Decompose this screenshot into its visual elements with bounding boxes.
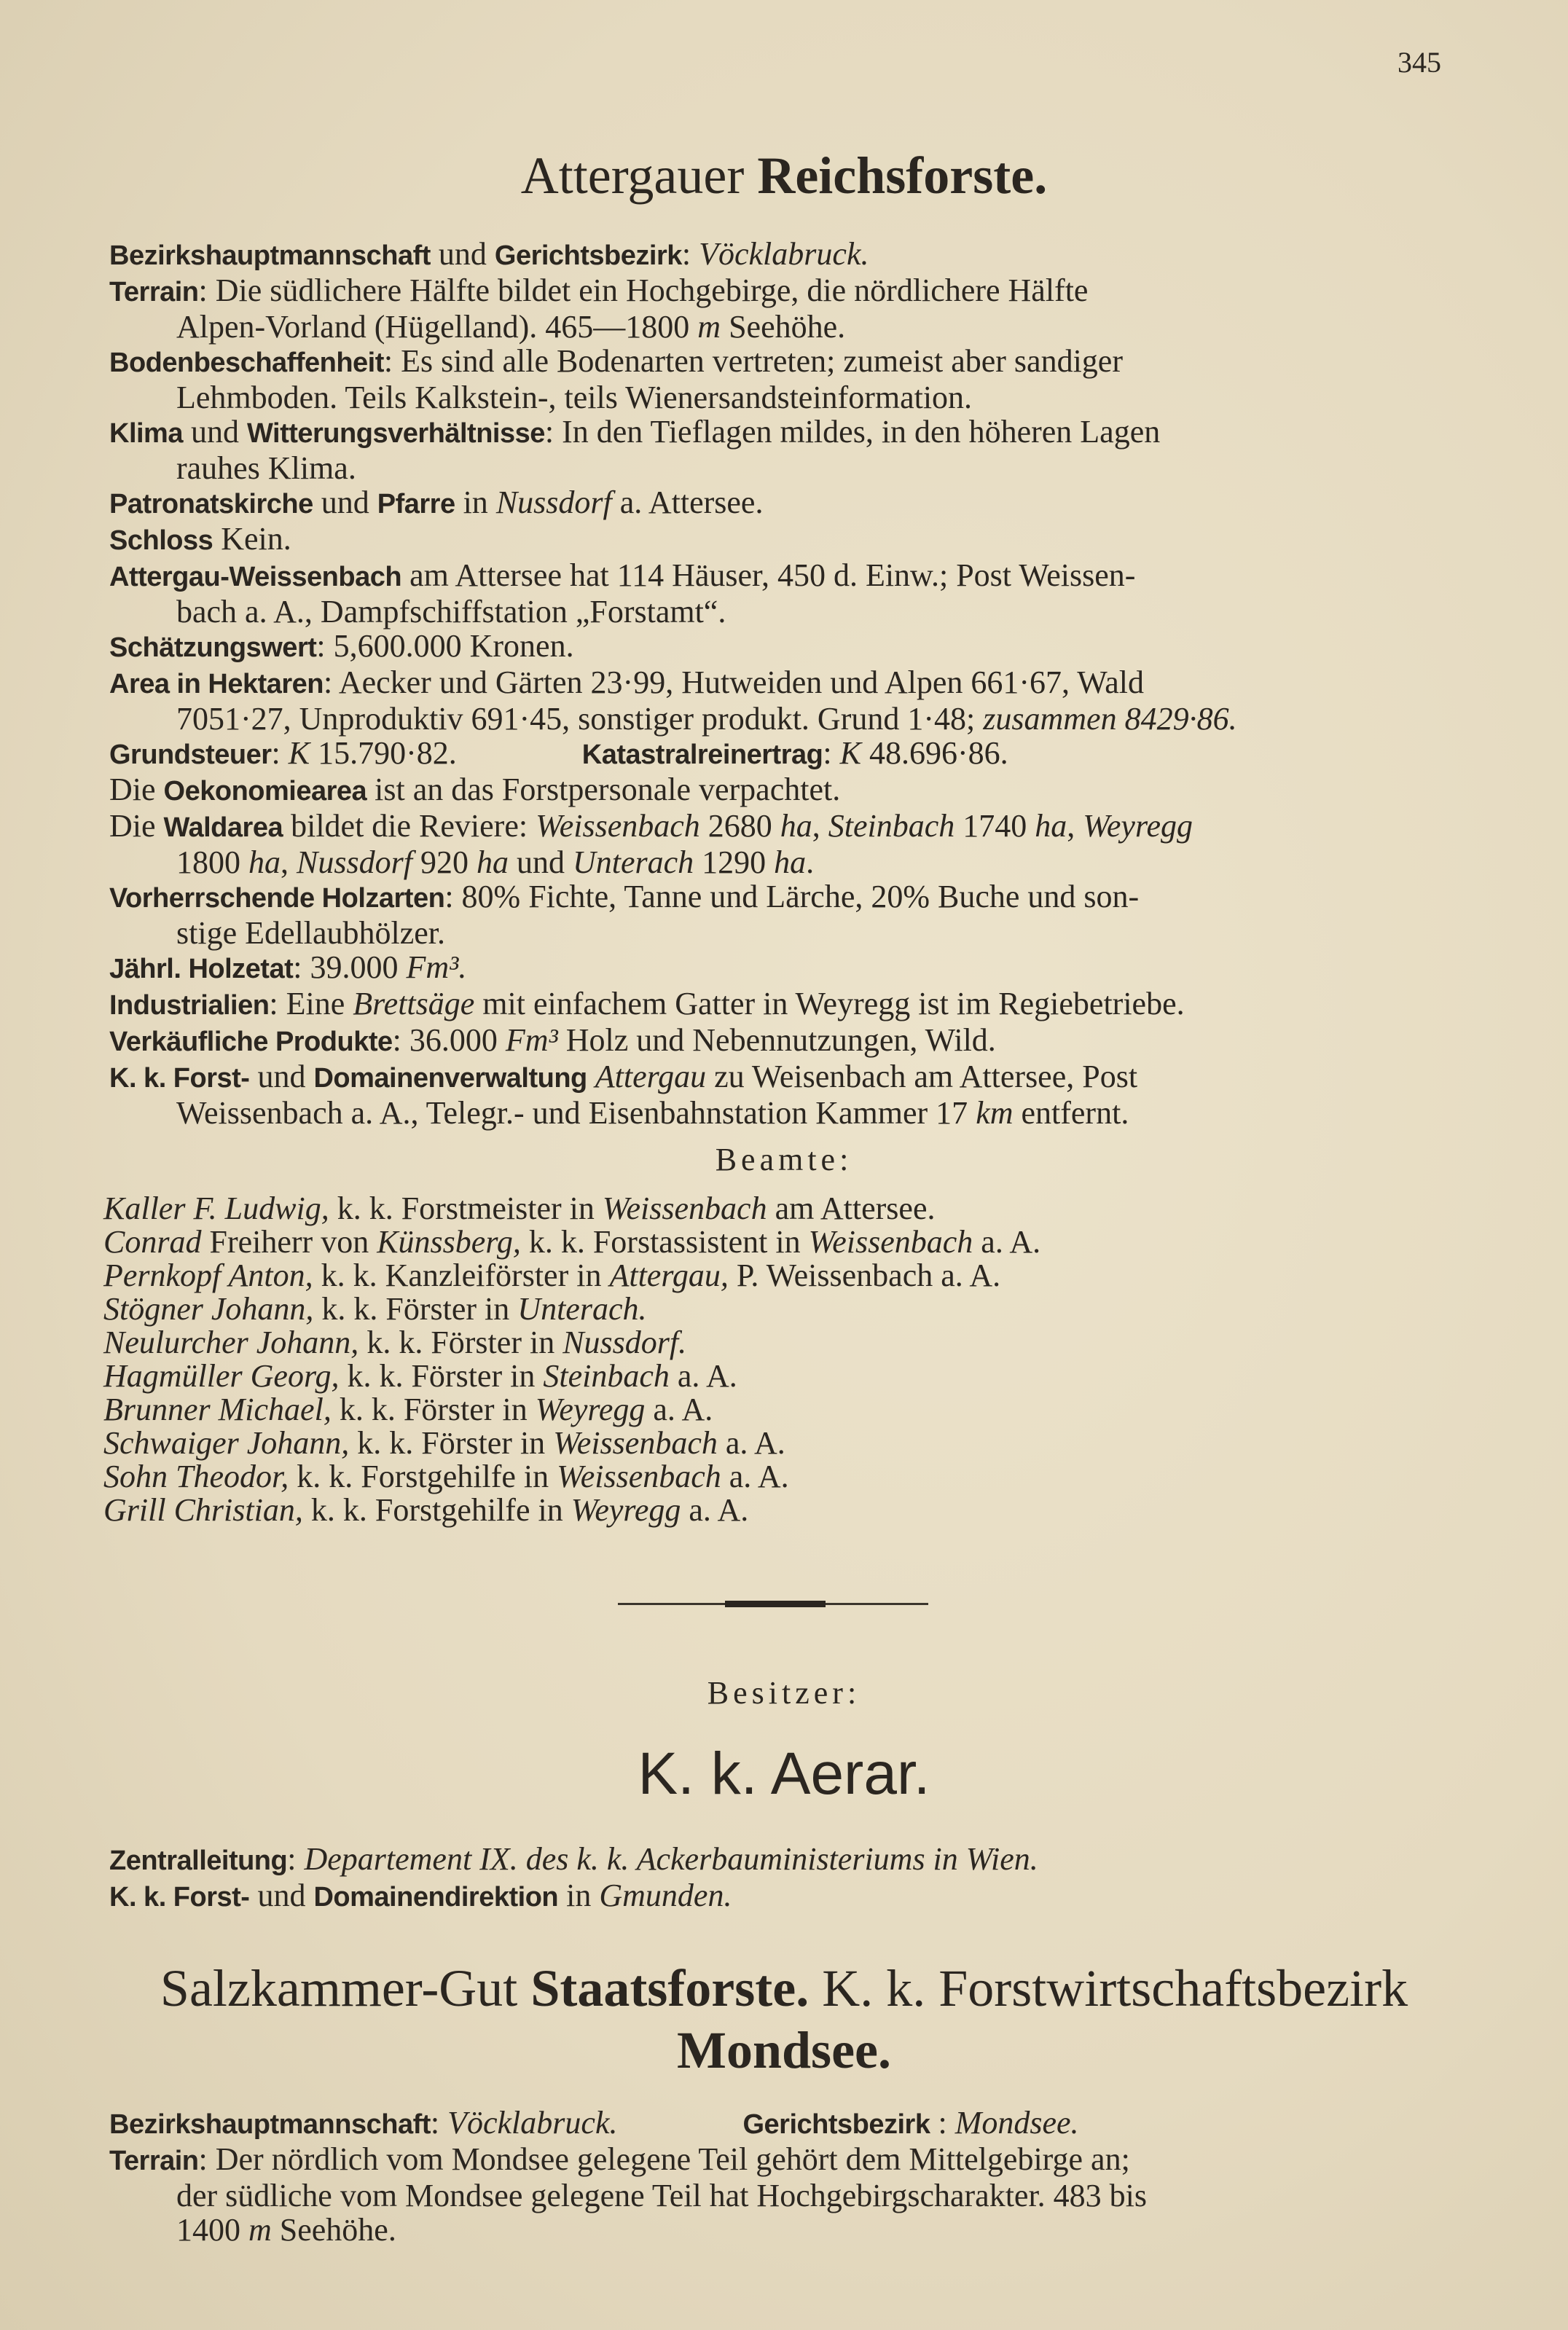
staff-rest: am Attersee. xyxy=(775,1191,936,1226)
page-number: 345 xyxy=(1398,46,1441,79)
staff-name: Stögner Johann, xyxy=(103,1291,314,1327)
staff-place: Weissenbach xyxy=(553,1425,718,1461)
entry-forstverwaltung: K. k. Forst- und Domainenverwaltung Attergau zu Weisenbach am Attersee, Post Weissenbach a. A., Telegr.- und Eisenbahnstation Kammer 17 km entfernt. xyxy=(109,1059,1138,1131)
entry-waldarea: Die Waldarea bildet die Reviere: Weissenbach 2680 ha, Steinbach 1740 ha, Weyregg 1800 ha, Nussdorf 920 ha und Unterach 1290 ha. xyxy=(109,808,1193,880)
staff-row xyxy=(103,1293,1451,1326)
staff-rank: k. k. Forstassistent in xyxy=(528,1224,801,1260)
staff-name2: Künssberg, xyxy=(377,1224,521,1260)
staff-rest: a. A. xyxy=(981,1224,1041,1260)
entry-area: Area in Hektaren: Aecker und Gärten 23·99, Hutweiden und Alpen 661·67, Wald 7051·27, Unproduktiv 691·45, sonstiger produkt. Grund 1·48; zusammen 8429·86. xyxy=(109,664,1237,737)
entry-holzarten: Vorherrschende Holzarten: 80% Fichte, Tanne und Lärche, 20% Buche und son- stige Edellaubhölzer. xyxy=(109,879,1140,951)
staff-name: Conrad xyxy=(103,1224,202,1260)
entry-terrain: Terrain: Die südlichere Hälfte bildet ein Hochgebirge, die nördlichere Hälfte Alpen-Vorland (Hügelland). 465—1800 m Seehöhe. xyxy=(109,272,1089,345)
section-title-salzkammergut: Salzkammer-Gut Staatsforste. K. k. Forstwirtschaftsbezirk xyxy=(160,1959,1408,2017)
staff-name: Kaller F. Ludwig, xyxy=(103,1191,329,1226)
staff-rank: k. k. Forstgehilfe in xyxy=(310,1492,563,1528)
besitzer-heading: Besitzer: xyxy=(707,1675,861,1711)
entry-bezirk: Bezirkshauptmannschaft und Gerichtsbezirk: Vöcklabruck. xyxy=(109,236,869,272)
mondsee-details xyxy=(109,2106,1457,2247)
staff-rest: a. A. xyxy=(653,1392,713,1427)
staff-rest: a. A. xyxy=(689,1492,749,1528)
owner-name: K. k. Aerar. xyxy=(638,1741,930,1807)
staff-rank: k. k. Förster in xyxy=(347,1358,536,1394)
entry-boden: Bodenbeschaffenheit: Es sind alle Bodenarten vertreten; zumeist aber sandiger Lehmboden. Teils Kalkstein-, teils Wienersandsteinformation. xyxy=(109,343,1123,415)
entry-attergau-weissenbach: Attergau-Weissenbach am Attersee hat 114 Häuser, 450 d. Einw.; Post Weissen- bach a. A., Dampfschiffstation „Forstamt“. xyxy=(109,557,1136,629)
staff-place: Steinbach xyxy=(543,1358,670,1394)
entry-produkte: Verkäufliche Produkte: 36.000 Fm³ Holz und Nebennutzungen, Wild. xyxy=(109,1022,996,1058)
staff-name: Neulurcher Johann, xyxy=(103,1325,359,1360)
entry-oekonomiearea: Die Oekonomiearea ist an das Forstpersonale verpachtet. xyxy=(109,772,841,807)
staff-name: Sohn Theodor, xyxy=(103,1459,289,1494)
entry-schloss: Schloss Kein. xyxy=(109,521,291,557)
staff-place: Weissenbach xyxy=(808,1224,973,1260)
staff-name: Brunner Michael, xyxy=(103,1392,332,1427)
staff-rest: a. A. xyxy=(725,1425,785,1461)
staff-name: Hagmüller Georg, xyxy=(103,1358,340,1394)
staff-row xyxy=(103,1460,1451,1494)
section-title-attergau: Attergauer Reichsforste. xyxy=(520,146,1048,205)
staff-name: Grill Christian, xyxy=(103,1492,303,1528)
staff-place: Weyregg xyxy=(535,1392,646,1427)
staff-rank: k. k. Förster in xyxy=(366,1325,555,1360)
staff-rank: k. k. Förster in xyxy=(339,1392,528,1427)
staff-row xyxy=(103,1326,1451,1360)
entry-industrialien: Industrialien: Eine Brettsäge mit einfachem Gatter in Weyregg ist im Regiebetriebe. xyxy=(109,986,1185,1021)
staff-rest: a. A. xyxy=(729,1459,789,1494)
entry-schaetzungswert: Schätzungswert: 5,600.000 Kronen. xyxy=(109,628,574,664)
staff-name: Schwaiger Johann, xyxy=(103,1425,350,1461)
staff-mid: Freiherr von xyxy=(209,1224,369,1260)
divider-rule-center xyxy=(725,1601,826,1607)
entry-zentralleitung: Zentralleitung: Departement IX. des k. k. Ackerbauministeriums in Wien. xyxy=(109,1841,1038,1877)
staff-place: Unterach. xyxy=(517,1291,647,1327)
staff-row xyxy=(103,1494,1451,1527)
staff-row xyxy=(103,1192,1451,1225)
staff-name: Pernkopf Anton, xyxy=(103,1258,313,1293)
beamte-heading: Beamte: xyxy=(715,1142,853,1177)
staff-rank: k. k. Forstgehilfe in xyxy=(297,1459,549,1494)
administration xyxy=(109,1842,1457,1915)
entry-patronat: Patronatskirche und Pfarre in Nussdorf a. Attersee. xyxy=(109,485,764,520)
attergau-details xyxy=(109,237,1457,1130)
staff-place: Weyregg xyxy=(571,1492,681,1528)
staff-place: Nussdorf. xyxy=(562,1325,687,1360)
staff-row xyxy=(103,1393,1451,1427)
staff-row xyxy=(103,1360,1451,1393)
staff-rank: k. k. Kanzleiförster in xyxy=(321,1258,602,1293)
staff-place: Weissenbach xyxy=(557,1459,721,1494)
staff-row xyxy=(103,1427,1451,1460)
entry-grundsteuer: Grundsteuer: K 15.790·82. Katastralreinertrag: K 48.696·86. xyxy=(109,735,1008,771)
staff-rest: P. Weissenbach a. A. xyxy=(736,1258,1001,1293)
staff-rest: a. A. xyxy=(677,1358,737,1394)
entry-mondsee-terrain: Terrain: Der nördlich vom Mondsee gelegene Teil gehört dem Mittelgebirge an; der südliche vom Mondsee gelegene Teil hat Hochgebirgscharakter. 483 bis 1400 m Seehöhe. xyxy=(109,2141,1148,2248)
staff-rank: k. k. Förster in xyxy=(357,1425,546,1461)
section-title-mondsee: Mondsee. xyxy=(677,2021,891,2079)
entry-klima: Klima und Witterungsverhältnisse: In den Tieflagen mildes, in den höheren Lagen rauhes Klima. xyxy=(109,414,1161,486)
staff-row xyxy=(103,1225,1451,1259)
staff-rank: k. k. Forstmeister in xyxy=(337,1191,595,1226)
staff-list xyxy=(103,1192,1451,1527)
staff-row xyxy=(103,1259,1451,1293)
staff-place: Attergau, xyxy=(609,1258,729,1293)
entry-holzetat: Jährl. Holzetat: 39.000 Fm³. xyxy=(109,949,467,985)
staff-rank: k. k. Förster in xyxy=(321,1291,510,1327)
entry-direktion: K. k. Forst- und Domainendirektion in Gmunden. xyxy=(109,1878,732,1913)
entry-mondsee-bezirk: Bezirkshauptmannschaft: Vöcklabruck. Gerichtsbezirk : Mondsee. xyxy=(109,2105,1079,2141)
staff-place: Weissenbach xyxy=(602,1191,767,1226)
